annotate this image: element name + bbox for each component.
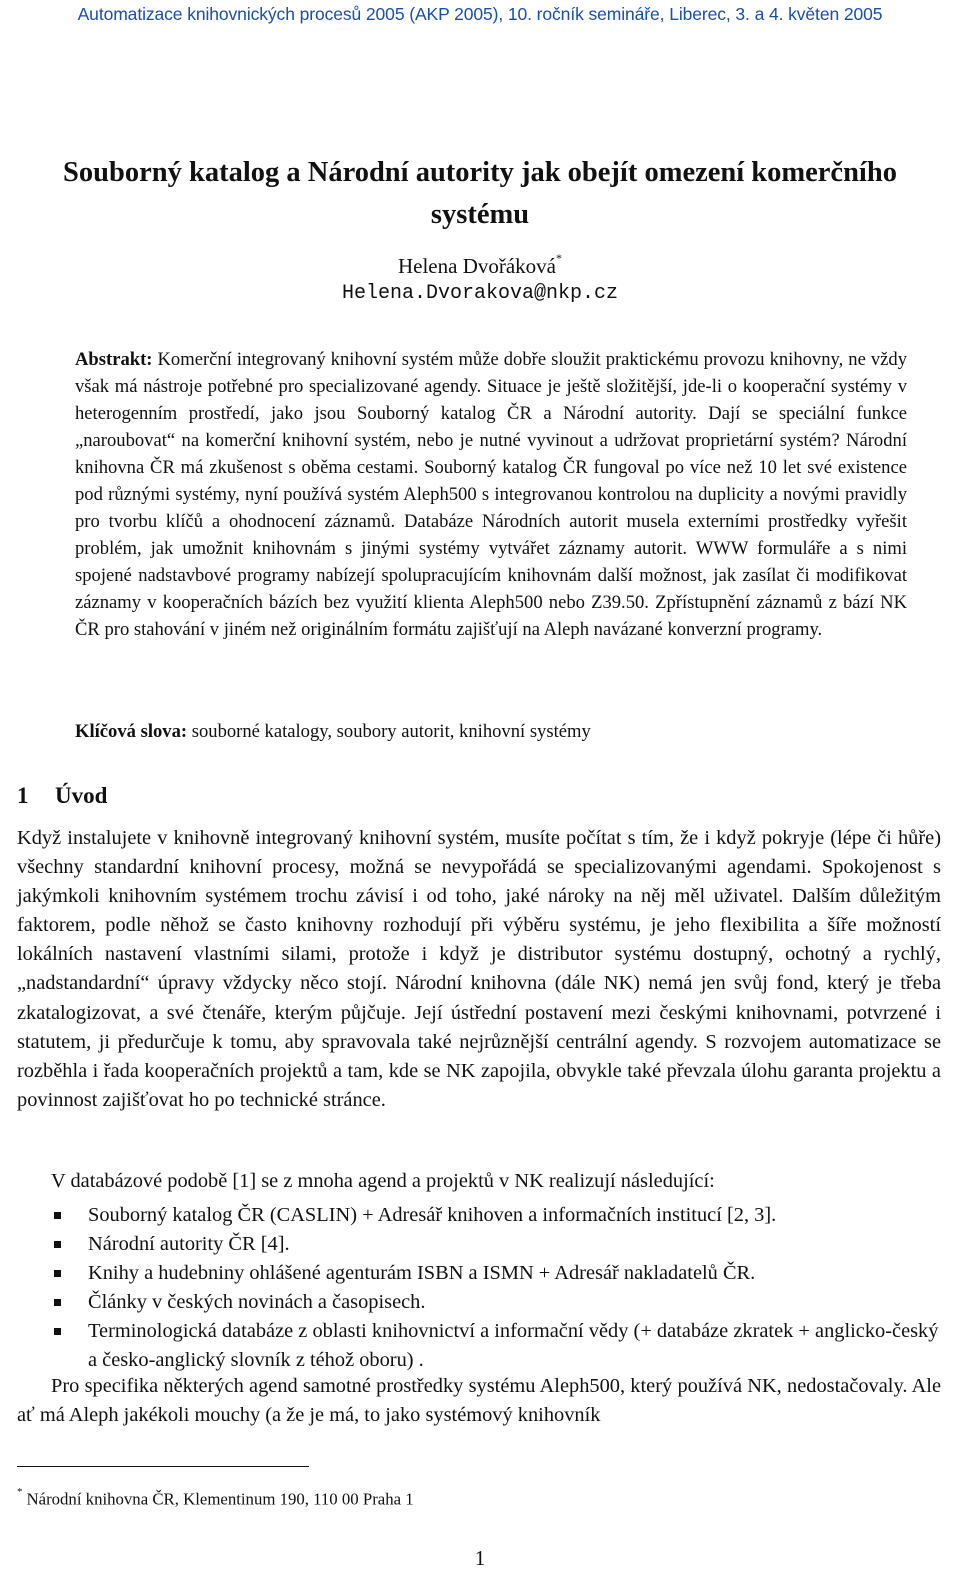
- footnote-divider: [17, 1466, 309, 1467]
- project-list: [17, 1201, 941, 1375]
- section-title: Úvod: [55, 783, 108, 808]
- section-heading: [17, 778, 107, 814]
- paragraph-projects-lead: V databázové podobě [1] se z mnoha agend a projektů v NK realizují následující:: [51, 1170, 715, 1192]
- abstract-label: Abstrakt:: [75, 349, 153, 370]
- list-item: [17, 1317, 941, 1375]
- page-number: 1: [474, 1546, 486, 1570]
- running-head: Automatizace knihovnických procesů 2005 (AKP 2005), 10. ročník semináře, Liberec, 3. a 4. květen 2005: [77, 4, 883, 24]
- list-item-text: Články v českých novinách a časopisech.: [88, 1291, 426, 1313]
- list-item-text: Knihy a hudebniny ohlášené agenturám ISBN a ISMN + Adresář nakladatelů ČR.: [88, 1262, 756, 1284]
- footnote-text: Národní knihovna ČR, Klementinum 190, 110 00 Praha 1: [26, 1489, 414, 1509]
- list-item-text: Souborný katalog ČR (CASLIN) + Adresář knihoven a informačních institucí [2, 3].: [88, 1204, 777, 1226]
- list-item: [17, 1201, 941, 1230]
- list-item: [17, 1288, 941, 1317]
- bullet-square-icon: [54, 1241, 61, 1248]
- author-email: Helena.Dvorakova@nkp.cz: [341, 282, 619, 305]
- footnote-mark: *: [17, 1486, 23, 1498]
- paragraph-intro: Když instalujete v knihovně integrovaný knihovní systém, musíte počítat s tím, že i když pokryje (lépe či hůře) všechny standardní knihovní procesy, možná se nevypořádá se specializovanými agendami. Spokojenost s jakýmkoli knihovním systémem trochu závisí i od toho, jaké nároky na něj měl uživatel. Dalším důležitým faktorem, podle něhož se často knihovny rozhodují při výběru systému, je jeho flexibilita a šíře možností lokálních nastavení vlastními silami, protože i když je distributor systému dostupný, ochotný a rychlý, „nadstandardní“ úpravy vždycky něco stojí. Národní knihovna (dále NK) nemá jen svůj fond, který je třeba zkatalogizovat, a své čtenáře, kterým půjčuje. Její ústřední postavení mezi českými knihovnami, potvrzené i statutem, ji předurčuje k tomu, aby spravovala také nejrůznější centrální agendy. S rozvojem automatizace se rozběhla i řada kooperačních projektů a tam, kde se NK zapojila, obvykle také převzala úlohu garanta projektu a povinnost zajišťovat ho po technické stránce.: [17, 827, 941, 1111]
- list-item-text: Terminologická databáze z oblasti knihovnictví a informační vědy (+ databáze zkratek + anglicko-český a česko-anglický slovník z téhož oboru) .: [88, 1320, 939, 1371]
- bullet-square-icon: [54, 1328, 61, 1335]
- keywords-label: Klíčová slova:: [75, 721, 188, 742]
- bullet-square-icon: [54, 1299, 61, 1306]
- paragraph-aleph: Pro specifika některých agend samotné prostředky systému Aleph500, který používá NK, nedostačovaly. Ale ať má Aleph jakékoli mouchy (a že je má, to jako systémový knihovník: [17, 1375, 941, 1427]
- author-line: [0, 248, 960, 279]
- list-item: [17, 1259, 941, 1288]
- author-name: Helena Dvořáková: [397, 254, 556, 278]
- abstract: [75, 346, 907, 643]
- list-item: [17, 1230, 941, 1259]
- author-footnote-mark: *: [556, 251, 562, 265]
- bullet-square-icon: [54, 1270, 61, 1277]
- keywords-text: souborné katalogy, soubory autorit, knihovní systémy: [191, 721, 591, 742]
- footnote: [17, 1484, 414, 1511]
- abstract-text: Komerční integrovaný knihovní systém může dobře sloužit praktickému provozu knihovny, ne vždy však má nástroje potřebné pro specializované agendy. Situace je ještě složitější, jde-li o kooperační systémy v heterogenním prostředí, jako jsou Souborný katalog ČR a Národní autority. Dají se speciální funkce „naroubovat“ na komerční knihovní systém, nebo je nutné vyvinout a udržovat proprietární systém? Národní knihovna ČR má zkušenost s oběma cestami. Souborný katalog ČR fungoval po více než 10 let své existence pod různými systémy, nyní používá systém Aleph500 s integrovanou kontrolou na duplicity a novými pravidly pro tvorbu klíčů a ohodnocení záznamů. Databáze Národních autorit musela externími prostředky vyřešit problém, jak umožnit knihovnám s jinými systémy vytvářet záznamy autorit. WWW formuláře a s nimi spojené nadstavbové programy nabízejí spolupracujícím knihovnám další možnost, jak zasílat či modifikovat záznamy v kooperačních bázích bez využití klienta Aleph500 nebo Z39.50. Zpřístupnění záznamů z bází NK ČR pro stahování v jiném než originálním formátu zajišťují na Aleph navázané konverzní programy.: [75, 349, 907, 640]
- paper-title: Souborný katalog a Národní autority jak obejít omezení komerčního systému: [63, 157, 897, 230]
- bullet-square-icon: [54, 1212, 61, 1219]
- list-item-text: Národní autority ČR [4].: [88, 1233, 290, 1255]
- section-number: 1: [17, 783, 29, 808]
- keywords: [75, 718, 907, 745]
